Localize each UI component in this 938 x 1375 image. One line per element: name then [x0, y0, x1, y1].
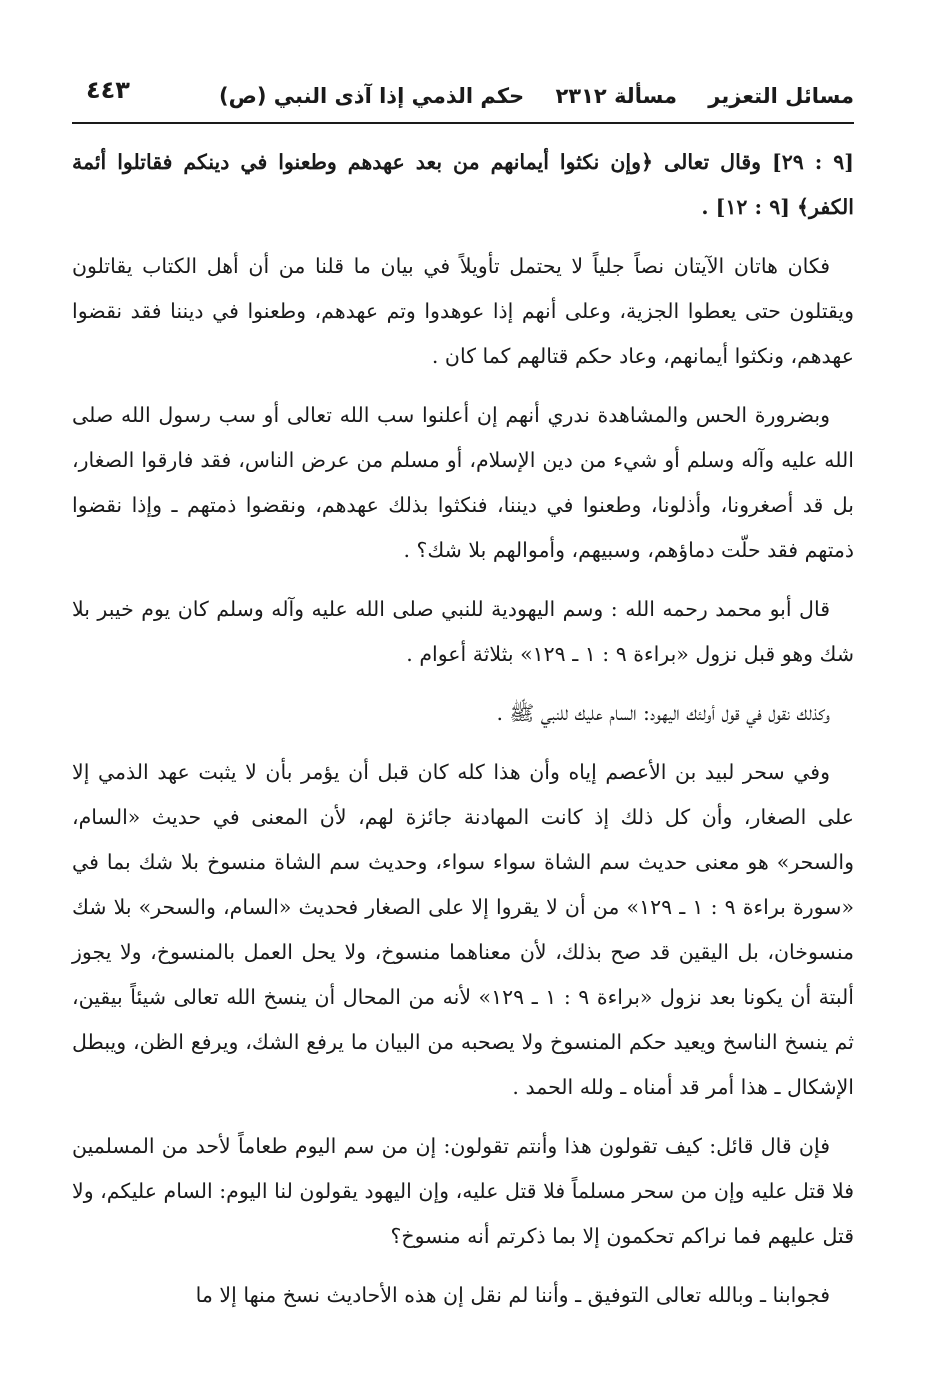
page-body [72, 140, 854, 1332]
paragraph: وكذلك نقول في قول أولئك اليهود: السام عليك للنبي ﷺ . [496, 701, 830, 725]
issue-title: حكم الذمي إذا آذى النبي (ص) [219, 84, 525, 108]
running-header [72, 70, 854, 124]
paragraph: [٩ : ٢٩] وقال تعالى ﴿وإن نكثوا أيمانهم من بعد عهدهم وطعنوا في دينكم فقاتلوا أئمة الكفر﴾ [٩ : ١٢] . [72, 150, 854, 219]
running-title [195, 84, 854, 108]
paragraph: فإن قال قائل: كيف تقولون هذا وأنتم تقولون: إن من سم اليوم طعاماً لأحد من المسلمين فلا قتل عليه وإن من سحر مسلماً فلا قتل عليه، وإن اليهود يقولون لنا اليوم: السام عليكم، ولا قتل عليهم فما نراكم تحكمون إلا بما ذكرتم أنه منسوخ؟ [72, 1134, 854, 1248]
paragraph: فجوابنا ـ وبالله تعالى التوفيق ـ وأننا لم نقل إن هذه الأحاديث نسخ منها إلا ما [195, 1283, 830, 1307]
paragraph: وبضرورة الحس والمشاهدة ندري أنهم إن أعلنوا سب الله تعالى أو سب رسول الله صلى الله عليه وآله وسلم أو شيء من دين الإسلام، أو مسلم من عرض الناس، فقد فارقوا الصغار، بل قد أصغرونا، وأذلونا، وطعنوا في ديننا، فنكثوا بذلك عهدهم، ونقضوا ذمتهم ـ وإذا نقضوا ذمتهم فقد حلّت دماؤهم، وسبيهم، وأموالهم بلا شك؟ . [72, 403, 854, 562]
paragraph: قال أبو محمد رحمه الله : وسم اليهودية للنبي صلى الله عليه وآله وسلم كان يوم خيبر بلا شك وهو قبل نزول «براءة ٩ : ١ ـ ١٢٩» بثلاثة أعوام . [72, 597, 854, 666]
paragraph: وفي سحر لبيد بن الأعصم إياه وأن هذا كله كان قبل أن يؤمر بأن لا يثبت عهد الذمي إلا على الصغار، وأن كل ذلك إذ كانت المهادنة جائزة لهم، لأن المعنى في حديث «السام، والسحر» هو معنى حديث سم الشاة سواء سواء، وحديث سم الشاة منسوخ بلا شك بما في «سورة براءة ٩ : ١ ـ ١٢٩» من أن لا يقروا إلا على الصغار فحديث «السام، والسحر» بلا شك منسوخان، بل اليقين قد صح بذلك، لأن معناهما منسوخ، ولا يحل العمل بالمنسوخ، ولا يجوز ألبتة أن يكونا بعد نزول «براءة ٩ : ١ ـ ١٢٩» لأنه من المحال أن ينسخ الله تعالى شيئاً بيقين، ثم ينسخ الناسخ ويعيد حكم المنسوخ ولا يصحبه من البيان ما يرفع الشك، ويرفع الظن، ويبطل الإشكال ـ هذا أمر قد أمناه ـ ولله الحمد . [72, 760, 854, 1099]
page-number: ٤٤٣ [86, 76, 130, 104]
book-title: مسائل التعزير [708, 84, 854, 108]
issue-label: مسألة ٢٣١٢ [555, 84, 677, 108]
paragraph: فكان هاتان الآيتان نصاً جلياً لا يحتمل تأويلاً في بيان ما قلنا من أن أهل الكتاب يقاتلون ويقتلون حتى يعطوا الجزية، وعلى أنهم إذا عوهدوا وتم عهدهم، وطعنوا في ديننا فقد نقضوا عهدهم، ونكثوا أيمانهم، وعاد حكم قتالهم كما كان . [72, 254, 854, 368]
